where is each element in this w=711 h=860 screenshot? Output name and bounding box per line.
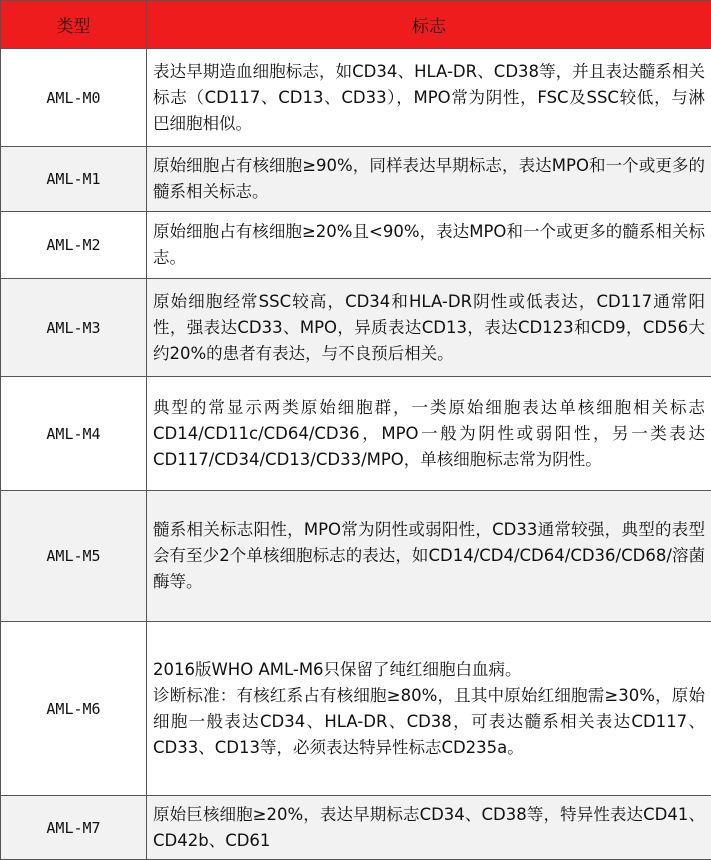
marker-text: 髓系相关标志阳性，MPO常为阴性或弱阳性，CD33通常较强，典型的表型会有至少2个单核细胞标志的表达，如CD14/CD4/CD64/CD36/CD68/溶菌酶等。 <box>153 517 705 595</box>
marker-cell <box>147 279 711 377</box>
type-cell: AML-M4 <box>1 377 147 491</box>
marker-text: 典型的常显示两类原始细胞群，一类原始细胞表达单核细胞相关标志CD14/CD11c/CD64/CD36，MPO一般为阴性或弱阳性，另一类表达CD117/CD34/CD13/CD33/MPO，单核细胞标志常为阴性。 <box>153 395 705 473</box>
table-row <box>1 796 711 860</box>
marker-cell <box>147 212 711 279</box>
table-row <box>1 279 711 377</box>
type-cell: AML-M7 <box>1 796 147 860</box>
marker-text: 原始细胞占有核细胞≥90%，同样表达早期标志，表达MPO和一个或更多的髓系相关标志。 <box>153 153 705 205</box>
type-cell: AML-M0 <box>1 49 147 147</box>
type-cell: AML-M1 <box>1 147 147 212</box>
marker-cell <box>147 49 711 147</box>
marker-cell <box>147 796 711 860</box>
type-cell: AML-M2 <box>1 212 147 279</box>
type-cell: AML-M6 <box>1 622 147 796</box>
marker-cell <box>147 147 711 212</box>
table-row <box>1 147 711 212</box>
marker-cell <box>147 491 711 622</box>
table-row <box>1 212 711 279</box>
marker-cell <box>147 622 711 796</box>
marker-text: 原始细胞占有核细胞≥20%且<90%，表达MPO和一个或更多的髓系相关标志。 <box>153 219 705 271</box>
header-row <box>1 1 711 49</box>
table-row <box>1 622 711 796</box>
type-cell: AML-M3 <box>1 279 147 377</box>
type-cell: AML-M5 <box>1 491 147 622</box>
marker-text: 2016版WHO AML-M6只保留了纯红细胞白血病。 <box>153 657 705 683</box>
header-marker: 标志 <box>147 1 711 49</box>
table-row <box>1 491 711 622</box>
marker-text: 原始巨核细胞≥20%，表达早期标志CD34、CD38等，特异性表达CD41、CD42b、CD61 <box>153 802 705 854</box>
table-row <box>1 49 711 147</box>
table-row <box>1 377 711 491</box>
marker-cell <box>147 377 711 491</box>
marker-text: 原始细胞经常SSC较高，CD34和HLA-DR阴性或低表达，CD117通常阳性，强表达CD33、MPO，异质表达CD13，表达CD123和CD9，CD56大约20%的患者有表达，与不良预后相关。 <box>153 289 705 367</box>
marker-text: 表达早期造血细胞标志，如CD34、HLA-DR、CD38等，并且表达髓系相关标志（CD117、CD13、CD33），MPO常为阴性，FSC及SSC较低，与淋巴细胞相似。 <box>153 59 705 137</box>
marker-text: 诊断标准：有核红系占有核细胞≥80%，且其中原始红细胞需≥30%，原始细胞一般表达CD34、HLA-DR、CD38，可表达髓系相关表达CD117、CD33、CD13等，必须表达特异性标志CD235a。 <box>153 683 705 761</box>
header-type: 类型 <box>1 1 147 49</box>
